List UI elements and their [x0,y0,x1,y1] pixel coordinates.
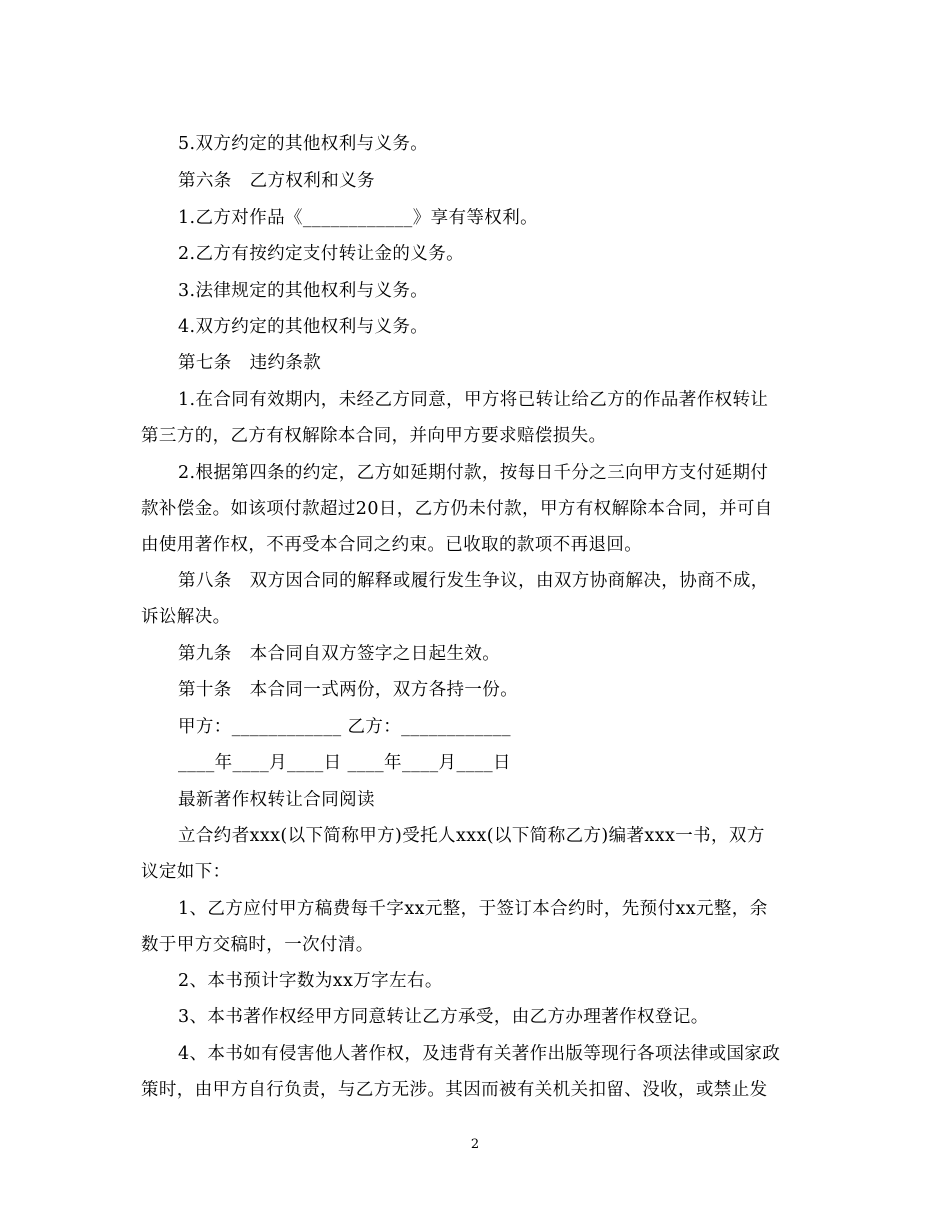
text-line: 议定如下： [141,862,231,882]
text-line: 由使用著作权，不再受本合同之约束。已收取的款项不再退回。 [141,535,643,555]
text-line: 立合约者xxx(以下简称甲方)受托人xxx(以下简称乙方)编著xxx一书，双方 [178,826,765,846]
text-line: 4.双方约定的其他权利与义务。 [178,317,429,337]
text-line: 2.乙方有按约定支付转让金的义务。 [178,244,464,264]
section-heading: 第七条 违约条款 [178,353,322,373]
text-line: 诉讼解决。 [141,607,231,627]
text-line: 第八条 双方因合同的解释或履行发生争议，由双方协商解决，协商不成， [178,571,769,591]
text-line: 1.在合同有效期内，未经乙方同意，甲方将已转让给乙方的作品著作权转让 [178,390,769,410]
text-line: 款补偿金。如该项付款超过20日，乙方仍未付款，甲方有权解除本合同，并可自 [141,499,773,519]
text-line: 1.乙方对作品《____________》享有等权利。 [178,208,538,228]
signature-line: 甲方：____________ 乙方：____________ [178,717,511,737]
page-number: 2 [470,1137,480,1152]
date-line: ____年____月____日 ____年____月____日 [178,753,511,773]
text-line: 策时，由甲方自行负责，与乙方无涉。其因而被有关机关扣留、没收，或禁止发 [141,1080,768,1100]
text-line: 第九条 本合同自双方签字之日起生效。 [178,644,501,664]
text-line: 数于甲方交稿时，一次付清。 [141,935,374,955]
text-line: 第三方的，乙方有权解除本合同，并向甲方要求赔偿损失。 [141,426,607,446]
text-line: 3.法律规定的其他权利与义务。 [178,281,429,301]
text-line: 2、本书预计字数为xx万字左右。 [178,971,443,991]
section-heading: 第六条 乙方权利和义务 [178,171,375,191]
text-line: 3、本书著作权经甲方同意转让乙方承受，由乙方办理著作权登记。 [178,1007,709,1027]
text-line: 4、本书如有侵害他人著作权，及违背有关著作出版等现行各项法律或国家政 [178,1044,781,1064]
text-line: 5.双方约定的其他权利与义务。 [178,134,429,154]
article-title: 最新著作权转让合同阅读 [178,790,375,810]
text-line: 2.根据第四条的约定，乙方如延期付款，按每日千分之三向甲方支付延期付 [178,463,769,483]
text-line: 1、乙方应付甲方稿费每千字xx元整，于签订本合约时，先预付xx元整，余 [178,899,768,919]
text-line: 第十条 本合同一式两份，双方各持一份。 [178,680,519,700]
